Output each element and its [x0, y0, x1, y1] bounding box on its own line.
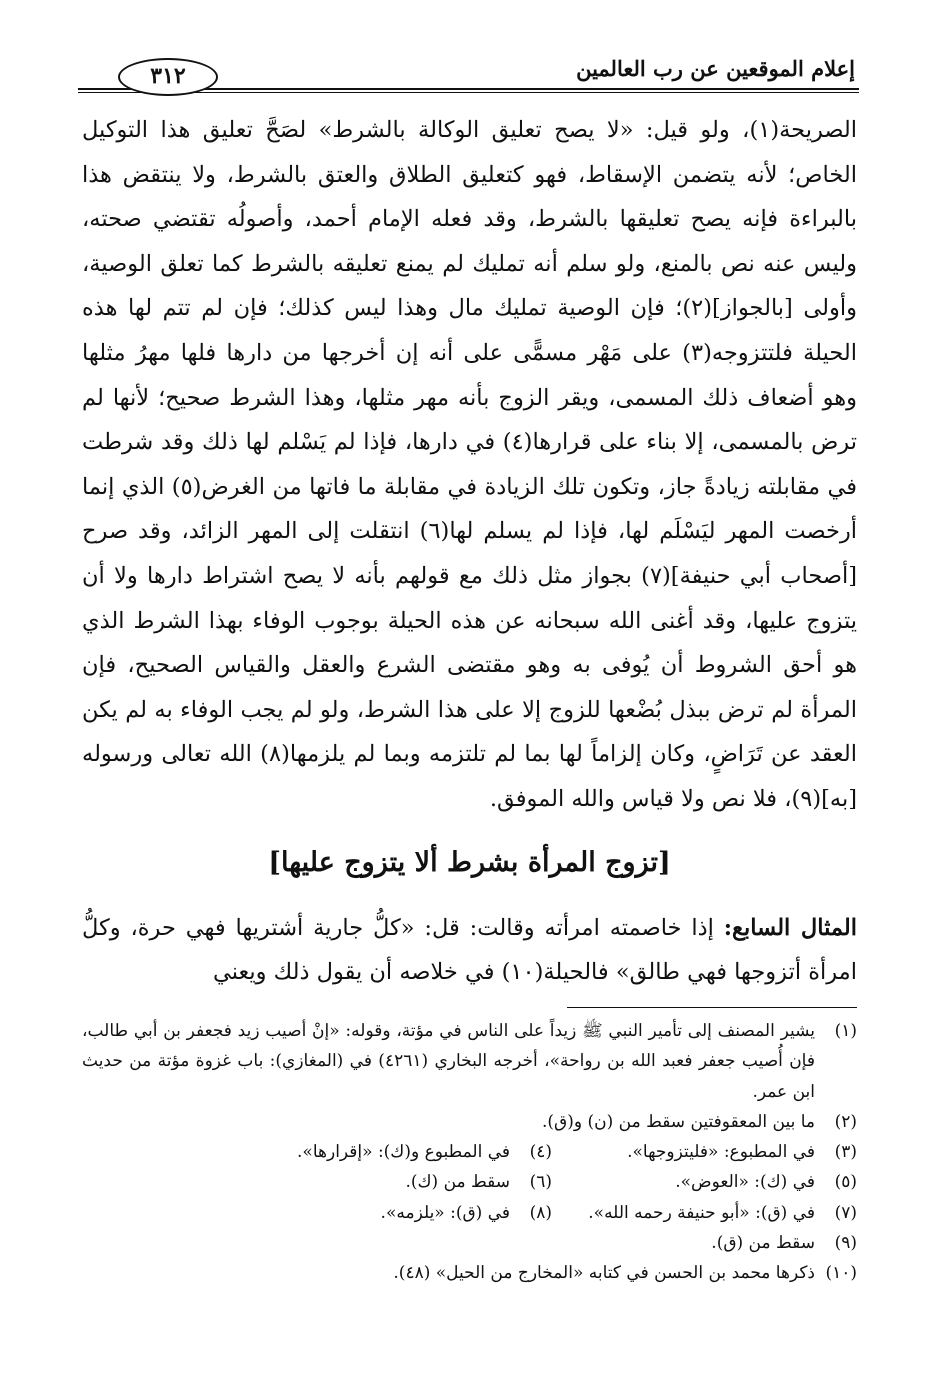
footnote-separator	[567, 1007, 857, 1008]
footnote-number: (٤)	[529, 1142, 552, 1163]
example-lead: المثال السابع:	[723, 915, 857, 941]
footnote-row-7-8	[82, 1198, 857, 1228]
footnote-row-3-4	[82, 1137, 857, 1167]
example-text: إذا خاصمته امرأته وقالت: قل: «كلُّ جارية أشتريها فهي حرة، وكلُّ امرأة أتزوجها فهي طالق» فالحيلة(١٠) في خلاصه أن يقول ذلك ويعني	[82, 915, 857, 985]
example-text-block	[82, 906, 857, 994]
footnote-row-5-6	[82, 1167, 857, 1197]
footnote-1	[82, 1016, 857, 1107]
footnote-10	[82, 1258, 857, 1288]
example-paragraph	[82, 906, 857, 994]
page-number-badge: ٣١٢	[118, 58, 218, 96]
footnote-text: في (ق): «يلزمه».	[380, 1202, 510, 1223]
footnote-number: (٥)	[834, 1172, 857, 1193]
footnote-number: (٩)	[834, 1233, 857, 1254]
footnote-8	[247, 1198, 552, 1228]
footnote-text: ما بين المعقوفتين سقط من (ن) و(ق).	[542, 1111, 815, 1132]
footnote-text: ذكرها محمد بن الحسن في كتابه «المخارج من الحيل» (٤٨).	[393, 1263, 815, 1284]
footnote-text: سقط من (ق).	[711, 1233, 815, 1254]
footnote-number: (١)	[834, 1021, 857, 1041]
footnote-3	[552, 1137, 857, 1167]
main-text	[82, 108, 857, 822]
footnote-6	[247, 1167, 552, 1197]
footnote-number: (٦)	[529, 1172, 552, 1193]
body-paragraph: الصريحة(١)، ولو قيل: «لا يصح تعليق الوكالة بالشرط» لصَحَّ تعليق هذا التوكيل الخاص؛ لأنه يتضمن الإسقاط، فهو كتعليق الطلاق والعتق بالشرط، ولا ينتقض هذا بالبراءة فإنه يصح تعليقها بالشرط، وقد فعله الإمام أحمد، وأصولُه تقتضي صحته، وليس عنه نص بالمنع، ولو سلم أنه تمليك لم يمنع تعليقه بالشرط كما تعلق الوصية، وأولى [بالجواز](٢)؛ فإن الوصية تمليك مال وهذا ليس كذلك؛ فإن لم تتم لها هذه الحيلة فلتتزوجه(٣) على مَهْر مسمًّى على أنه إن أخرجها من دارها فلها مهرُ مثلها وهو أضعاف ذلك المسمى، ويقر الزوج بأنه مهر مثلها، وهذا الشرط صحيح؛ لأنها لم ترض بالمسمى، إلا بناء على قرارها(٤) في دارها، فإذا لم يَسْلم لها ذلك وقد شرطت في مقابلته زيادةً جاز، وتكون تلك الزيادة في مقابلة ما فاتها من الغرض(٥) الذي إنما أرخصت المهر ليَسْلَم لها، فإذا لم يسلم لها(٦) انتقلت إلى المهر الزائد، وقد صرح [أصحاب أبي حنيفة](٧) بجواز مثل ذلك مع قولهم بأنه لا يصح اشتراط دارها ولا أن يتزوج عليها، وقد أغنى الله سبحانه عن هذه الحيلة بوجوب الوفاء بهذا الشرط الذي هو أحق الشروط أن يُوفى به وهو مقتضى الشرع والعقل والقياس الصحيح، فإن المرأة لم ترض ببذل بُضْعها للزوج إلا على هذا الشرط، ولو لم يجب الوفاء به لم يكن العقد عن تَرَاضٍ، وكان إلزاماً لها بما لم تلتزمه وبما لم يلزمها(٨) الله تعالى ورسوله [به](٩)، فلا نص ولا قياس والله الموفق.	[82, 117, 858, 812]
footnote-4	[247, 1137, 552, 1167]
footnote-number: (٧)	[834, 1202, 857, 1223]
footnote-text: في (ك): «العوض».	[675, 1172, 815, 1193]
footnote-number: (٣)	[834, 1142, 857, 1163]
footnote-number: (١٠)	[825, 1263, 857, 1284]
footnotes	[82, 1016, 857, 1289]
footnote-number: (٢)	[834, 1111, 857, 1132]
footnote-text: يشير المصنف إلى تأمير النبي ﷺ زيداً على الناس في مؤتة، وقوله: «إنْ أصيب زيد فجعفر بن أبي طالب، فإن أُصيب جعفر فعبد الله بن رواحة»، أخرجه البخاري (٤٢٦١) في (المغازي): باب غزوة مؤتة من حديث ابن عمر.	[82, 1021, 815, 1102]
page-header	[78, 52, 859, 96]
footnote-text: في المطبوع: «فليتزوجها».	[627, 1142, 815, 1163]
running-title: إعلام الموقعين عن رب العالمين	[576, 56, 855, 81]
footnote-number: (٨)	[529, 1202, 552, 1223]
footnote-text: في المطبوع و(ك): «إقرارها».	[297, 1142, 510, 1163]
footnote-text: سقط من (ك).	[405, 1172, 510, 1193]
footnote-2	[82, 1107, 857, 1137]
footnote-5	[552, 1167, 857, 1197]
footnote-9	[82, 1228, 857, 1258]
footnote-text: في (ق): «أبو حنيفة رحمه الله».	[588, 1202, 815, 1223]
section-heading: [تزوج المرأة بشرط ألا يتزوج عليها]	[268, 847, 671, 878]
footnote-7	[552, 1198, 857, 1228]
